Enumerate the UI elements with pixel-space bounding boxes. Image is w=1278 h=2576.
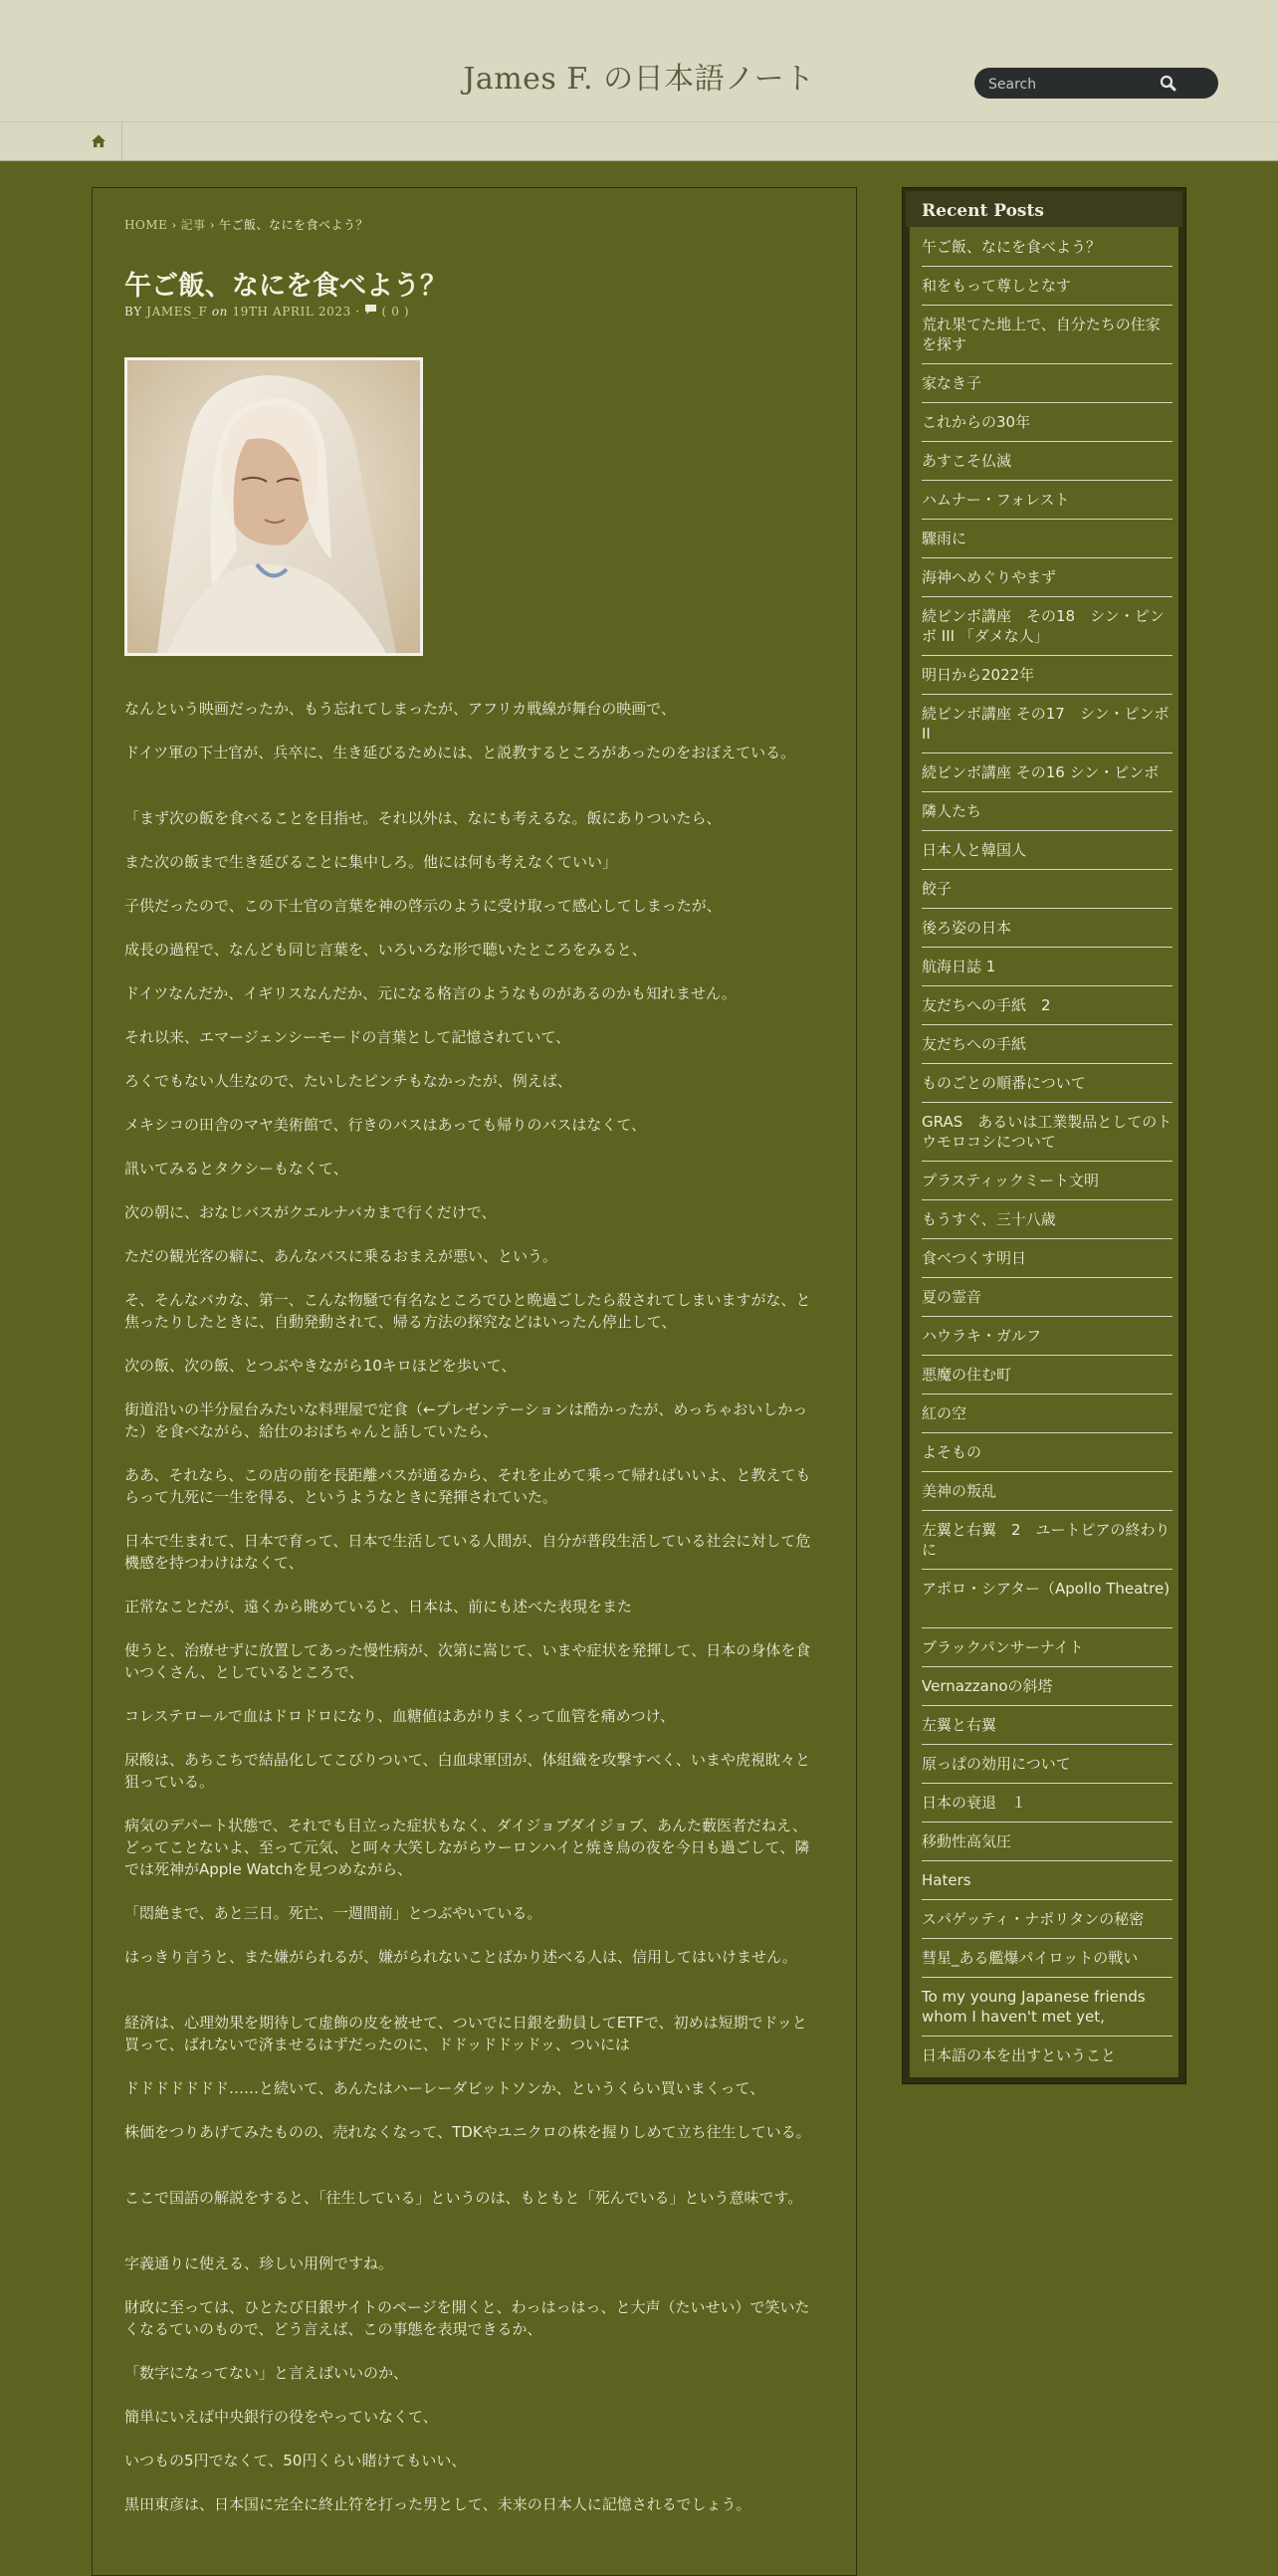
post-paragraph: ただの観光客の癖に、あんなバスに乗るおまえが悪い、という。	[124, 1247, 558, 1265]
list-divider	[922, 1161, 1172, 1162]
breadcrumb-current: 午ご飯、なにを食べよう？	[219, 218, 369, 232]
meta-author-link[interactable]: JAMES_F	[146, 305, 208, 319]
post-paragraph: ここで国語の解説をすると、「往生している」というのは、もともと「死んでいる」という意味です。	[124, 2189, 803, 2207]
post-paragraph: 経済は、心理効果を期待して虚飾の皮を被せて、ついでに日銀を動員してETFで、初めは短期でドッと買って、ばれないで済ませるはずだったのに、ドドッドドッドッ、ついには	[124, 2014, 807, 2053]
list-divider	[922, 363, 1172, 364]
recent-post-link[interactable]: 夏の霊音	[922, 1288, 982, 1306]
recent-post-link[interactable]: 明日から2022年	[922, 666, 1035, 684]
list-divider	[922, 1977, 1172, 1978]
recent-post-link[interactable]: あすこそ仏滅	[922, 452, 1012, 470]
list-divider	[922, 1705, 1172, 1706]
list-divider	[922, 1569, 1172, 1570]
post-paragraph: 訊いてみるとタクシーもなくて、	[124, 1160, 348, 1178]
list-divider	[922, 1432, 1172, 1433]
list-divider	[922, 1666, 1172, 1667]
recent-post-link[interactable]: GRAS あるいは工業製品としてのトウモロコシについて	[922, 1113, 1172, 1151]
list-divider	[922, 1063, 1172, 1064]
post-paragraph: 「数字になってない」と言えばいいのか、	[124, 2364, 409, 2382]
list-divider	[922, 1471, 1172, 1472]
search-box	[974, 68, 1218, 99]
list-divider	[922, 985, 1172, 986]
list-divider	[922, 1860, 1172, 1861]
search-button[interactable]	[1158, 73, 1179, 95]
post-paragraph: コレステロールで血はドロドロになり、血糖値はあがりまくって血管を痛めつけ、	[124, 1707, 676, 1725]
list-divider	[922, 305, 1172, 306]
breadcrumb	[124, 216, 368, 233]
list-divider	[922, 1744, 1172, 1745]
post-paragraph: ドイツなんだか、イギリスなんだか、元になる格言のようなものがあるのかも知れません。	[124, 984, 737, 1002]
recent-post-link[interactable]: 海神へめぐりやまず	[922, 568, 1057, 586]
list-divider	[922, 1316, 1172, 1317]
post-paragraph: いつもの5円でなくて、50円くらい賭けてもいい、	[124, 2452, 467, 2469]
post-paragraph: ああ、それなら、この店の前を長距離バスが通るから、それを止めて乗って帰ればいいよ、と教えてもらって九死に一生を得る、というようなときに発揮されていた。	[124, 1466, 811, 1506]
list-divider	[922, 1277, 1172, 1278]
meta-on: on	[211, 305, 229, 319]
list-divider	[922, 1510, 1172, 1511]
list-divider	[922, 557, 1172, 558]
list-divider	[922, 830, 1172, 831]
post-paragraph: ドドドドドドド……と続いて、あんたはハーレーダビットソンか、というくらい買いまくって、	[124, 2079, 765, 2097]
post-paragraph: なんという映画だったか、もう忘れてしまったが、アフリカ戦線が舞台の映画で、	[124, 700, 676, 718]
recent-post-link[interactable]: 彗星_ある艦爆パイロットの戦い	[922, 1949, 1139, 1967]
post-paragraph: ろくでもない人生なので、たいしたピンチもなかったが、例えば、	[124, 1072, 572, 1090]
recent-posts-widget	[902, 187, 1186, 2084]
recent-post-link[interactable]: 日本人と韓国人	[922, 841, 1027, 859]
recent-posts-list	[910, 227, 1178, 2077]
post-paragraph: 財政に至っては、ひとたび日銀サイトのページを開くと、わっはっはっ、と大声（たいせい）で笑いたくなるていのもので、どう言えば、この事態を表現できるか、	[124, 2298, 810, 2338]
post-paragraph: 街道沿いの半分屋台みたいな料理屋で定食（←プレゼンテーションは酷かったが、めっちゃおいしかった）を食べながら、給仕のおばちゃんと話していたら、	[124, 1400, 808, 1440]
post-paragraph: 日本で生まれて、日本で育って、日本で生活している人間が、自分が普段生活している社会に対して危機感を持つわけはなくて、	[124, 1532, 811, 1572]
post-paragraph: 病気のデパート状態で、それでも目立った症状もなく、ダイジョブダイジョブ、あんた藪医者だねえ、どってことないよ、至って元気、と呵々大笑しながらウーロンハイと焼き鳥の夜を今日も過ごして、隣では死神がApple Watchを見つめながら、	[124, 1817, 810, 1878]
recent-post-link[interactable]: 続ピンボ講座 その18 シン・ピンボ III 「ダメな人」	[922, 607, 1165, 645]
nav-bar	[0, 121, 1278, 161]
recent-post-link[interactable]: 荒れ果てた地上で、自分たちの住家を探す	[922, 316, 1161, 353]
post-title: 午ご飯、なにを食べよう？	[124, 271, 447, 302]
recent-post-link[interactable]: Haters	[922, 1871, 971, 1889]
post-paragraph: 簡単にいえば中央銀行の役をやっていなくて、	[124, 2408, 438, 2426]
recent-post-link[interactable]: これからの30年	[922, 413, 1031, 431]
recent-post-link[interactable]: アポロ・シアター（Apollo Theatre)	[922, 1580, 1171, 1598]
post-paragraph: また次の飯まで生き延びることに集中しろ。他には何も考えなくていい」	[124, 853, 618, 871]
recent-post-link[interactable]: 午ご飯、なにを食べよう？	[922, 238, 1102, 256]
list-divider	[922, 947, 1172, 948]
list-divider	[922, 480, 1172, 481]
recent-post-link[interactable]: プラスティックミート文明	[922, 1172, 1100, 1189]
recent-post-link[interactable]: 和をもって尊しとなす	[922, 277, 1072, 295]
list-divider	[922, 752, 1172, 753]
list-divider	[922, 402, 1172, 403]
post-paragraph: 株価をつりあげてみたものの、売れなくなって、TDKやユニクロの株を握りしめて立ち往生している。	[124, 2123, 811, 2141]
recent-post-link[interactable]: 原っぱの効用について	[922, 1755, 1071, 1773]
meta-date-link[interactable]: 19TH APRIL 2023	[232, 305, 351, 319]
list-divider	[922, 1199, 1172, 1200]
list-divider	[922, 655, 1172, 656]
recent-post-link[interactable]: 食べつくす明日	[922, 1249, 1027, 1267]
widget-title: Recent Posts	[922, 201, 1044, 221]
breadcrumb-home[interactable]: HOME	[124, 218, 168, 232]
post-meta	[124, 304, 409, 319]
recent-post-link[interactable]: 美神の叛乱	[922, 1482, 997, 1500]
list-divider	[922, 1394, 1172, 1395]
recent-post-link[interactable]: 後ろ姿の日本	[922, 919, 1012, 937]
list-divider	[922, 1102, 1172, 1103]
meta-comments-link[interactable]: ( 0 )	[381, 305, 410, 319]
recent-post-link[interactable]: ハムナー・フォレスト	[922, 491, 1070, 509]
list-divider	[922, 1627, 1172, 1628]
recent-post-link[interactable]: 日本の衰退 １	[922, 1794, 1027, 1812]
list-divider	[922, 908, 1172, 909]
recent-post-link[interactable]: 続ピンボ講座 その17 シン・ピンボ II	[922, 705, 1170, 743]
recent-post-link[interactable]: ブラックパンサーナイト	[922, 1638, 1084, 1656]
recent-post-link[interactable]: 友だちへの手紙 2	[922, 996, 1051, 1014]
recent-post-link[interactable]: 餃子	[922, 880, 953, 898]
post-paragraph: はっきり言うと、また嫌がられるが、嫌がられないことばかり述べる人は、信用してはいけません。	[124, 1948, 797, 1966]
recent-post-link[interactable]: 紅の空	[922, 1404, 967, 1422]
breadcrumb-separator: ›	[171, 218, 177, 232]
list-divider	[922, 869, 1172, 870]
list-divider	[922, 1355, 1172, 1356]
widget-header	[906, 191, 1182, 227]
list-divider	[922, 596, 1172, 597]
post-paragraph: それ以来、エマージェンシーモードの言葉として記憶されていて、	[124, 1028, 571, 1046]
post-paragraph: 尿酸は、あちこちで結晶化してこびりついて、白血球軍団が、体組織を攻撃すべく、いまや虎視眈々と狙っている。	[124, 1751, 810, 1791]
search-icon	[1158, 73, 1179, 95]
post-paragraph: 「悶絶まで、あと三日。死亡、一週間前」とつぶやいている。	[124, 1904, 542, 1922]
post-paragraph: そ、そんなバカな、第一、こんな物騒で有名なところでひと晩過ごしたら殺されてしまいますがな、と焦ったりしたときに、自動発動されて、帰る方法の探究などはいったん停止して、	[124, 1291, 811, 1331]
post-paragraph: メキシコの田舎のマヤ美術館で、行きのバスはあっても帰りのバスはなくて、	[124, 1116, 647, 1134]
recent-post-link[interactable]: 悪魔の住む町	[922, 1366, 1012, 1384]
list-divider	[922, 1783, 1172, 1784]
recent-post-link[interactable]: 驟雨に	[922, 530, 967, 547]
comment-icon	[364, 305, 377, 319]
recent-post-link[interactable]: スパゲッティ・ナポリタンの秘密	[922, 1910, 1145, 1928]
post-article	[92, 187, 857, 2576]
post-paragraph: 字義通りに使える、珍しい用例ですね。	[124, 2254, 394, 2272]
post-paragraph: 黒田東彦は、日本国に完全に終止符を打った男として、未来の日本人に記憶されるでしょう。	[124, 2495, 751, 2513]
list-divider	[922, 1822, 1172, 1823]
site-title[interactable]: James F. の日本語ノート	[463, 62, 815, 97]
recent-post-link[interactable]: Vernazzanoの斜塔	[922, 1677, 1053, 1695]
nav-home-link[interactable]	[80, 122, 122, 160]
post-paragraph: 子供だったので、この下士官の言葉を神の啓示のように受け取って感心してしまったが、	[124, 897, 722, 915]
site-header	[0, 0, 1278, 122]
post-paragraph: 成長の過程で、なんども同じ言葉を、いろいろな形で聴いたところをみると、	[124, 941, 647, 959]
list-divider	[922, 1024, 1172, 1025]
list-divider	[922, 266, 1172, 267]
recent-post-link[interactable]: 友だちへの手紙	[922, 1035, 1027, 1053]
recent-post-link[interactable]: 日本語の本を出すということ	[922, 2046, 1117, 2064]
recent-post-link[interactable]: ものごとの順番について	[922, 1074, 1086, 1092]
list-divider	[922, 441, 1172, 442]
list-divider	[922, 1899, 1172, 1900]
post-paragraph: 「まず次の飯を食べることを目指せ。それ以外は、なにも考えるな。飯にありついたら、	[124, 809, 722, 827]
recent-post-link[interactable]: もうすぐ、三十八歳	[922, 1210, 1056, 1228]
list-divider	[922, 2036, 1172, 2037]
breadcrumb-category[interactable]: 記事	[180, 218, 206, 232]
search-input[interactable]	[986, 73, 1170, 96]
recent-post-link[interactable]: 移動性高気圧	[922, 1832, 1012, 1850]
breadcrumb-separator: ›	[209, 218, 215, 232]
featured-image[interactable]	[124, 357, 423, 656]
recent-post-link[interactable]: To my young Japanese friends whom I haven't met yet,	[922, 1988, 1146, 2026]
list-divider	[922, 1938, 1172, 1939]
post-paragraph: 使うと、治療せずに放置してあった慢性病が、次第に嵩じて、いまや症状を発揮して、日本の身体を食いつくさん、としているところで、	[124, 1641, 811, 1681]
home-icon	[89, 131, 108, 151]
recent-post-link[interactable]: 航海日誌 1	[922, 958, 996, 975]
list-divider	[922, 791, 1172, 792]
list-divider	[922, 694, 1172, 695]
madonna-painting-image	[127, 360, 420, 653]
meta-separator: ·	[355, 305, 360, 319]
post-paragraph: ドイツ軍の下士官が、兵卒に、生き延びるためには、と説教するところがあったのをおぼえている。	[124, 744, 796, 761]
recent-post-link[interactable]: よそもの	[922, 1443, 982, 1461]
list-divider	[922, 1238, 1172, 1239]
list-divider	[922, 519, 1172, 520]
recent-post-link[interactable]: 続ピンボ講座 その16 シン・ピンボ	[922, 763, 1160, 781]
post-paragraph: 次の飯、次の飯、とつぶやきながら10キロほどを歩いて、	[124, 1357, 517, 1375]
post-paragraph: 次の朝に、おなじバスがクエルナバカまで行くだけで、	[124, 1203, 497, 1221]
recent-post-link[interactable]: 隣人たち	[922, 802, 982, 820]
recent-post-link[interactable]: 左翼と右翼 2 ユートピアの終わりに	[922, 1521, 1171, 1559]
meta-by: BY	[124, 305, 142, 319]
post-paragraph: 正常なことだが、遠くから眺めていると、日本は、前にも述べた表現をまた	[124, 1598, 633, 1615]
recent-post-link[interactable]: 左翼と右翼	[922, 1716, 997, 1734]
recent-post-link[interactable]: 家なき子	[922, 374, 982, 392]
recent-post-link[interactable]: ハウラキ・ガルフ	[922, 1327, 1042, 1345]
